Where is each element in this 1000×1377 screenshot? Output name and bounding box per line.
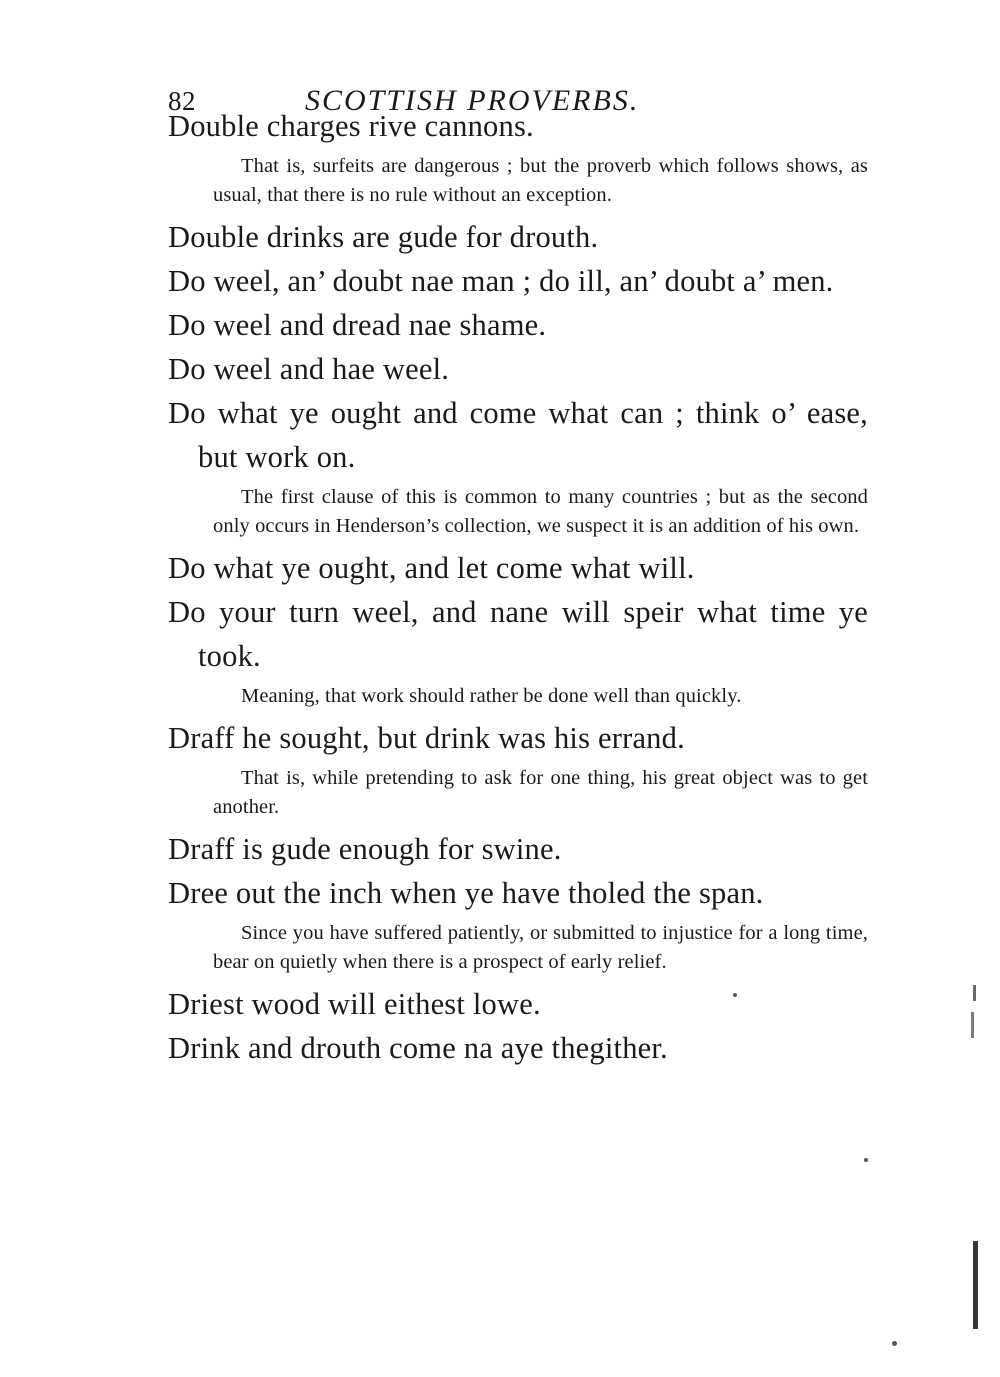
proverb-text: Double drinks are gude for drouth. (168, 220, 599, 254)
running-title: SCOTTISH PROVERBS. (305, 84, 640, 117)
proverb-text: Do your turn weel, and nane will speir what time ye took. (168, 595, 868, 673)
proverb-text: Drink and drouth come na aye thegither. (168, 1031, 668, 1065)
proverb-text: Draff he sought, but drink was his errand. (168, 721, 685, 755)
proverb-text: Draff is gude enough for swine. (168, 832, 562, 866)
proverb-entry (168, 982, 868, 1026)
proverb-text: Do what ye ought and come what can ; think o’ ease, but work on. (168, 396, 868, 474)
scan-gutter-bar (973, 1241, 978, 1329)
proverb-note: Meaning, that work should rather be done well than quickly. (241, 685, 742, 707)
scan-margin-mark (971, 1012, 974, 1038)
proverb-note: The first clause of this is common to many countries ; but as the second only occurs in Henderson’s collection, we suspect it is an addition of his own. (213, 486, 868, 537)
scan-speck (892, 1341, 897, 1346)
proverb-text: Do weel and hae weel. (168, 352, 450, 386)
proverb-entry (168, 104, 868, 210)
proverb-entry (168, 303, 868, 347)
proverb-text: Double charges rive cannons. (168, 109, 534, 143)
proverb-text: Do weel, an’ doubt nae man ; do ill, an’ doubt a’ men. (168, 264, 834, 298)
proverb-text: Driest wood will eithest lowe. (168, 987, 541, 1021)
proverb-note: That is, surfeits are dangerous ; but the proverb which follows shows, as usual, that there is no rule without an exception. (213, 155, 868, 206)
proverb-entry (168, 1026, 868, 1070)
scan-margin-mark (973, 985, 976, 1001)
proverb-text: Do what ye ought, and let come what will. (168, 551, 695, 585)
page-header (0, 42, 1000, 117)
proverb-entry (168, 546, 868, 590)
proverb-text: Do weel and dread nae shame. (168, 308, 547, 342)
proverb-note: That is, while pretending to ask for one thing, his great object was to get another. (213, 767, 868, 818)
proverb-entry (168, 347, 868, 391)
proverb-entry (168, 871, 868, 977)
scan-speck (864, 1158, 868, 1162)
proverb-note: Since you have suffered patiently, or submitted to injustice for a long time, bear on quietly when there is a prospect of early relief. (213, 922, 868, 973)
proverb-entry (168, 259, 868, 303)
page-body (168, 104, 868, 1070)
proverb-entry (168, 215, 868, 259)
proverb-text: Dree out the inch when ye have tholed the span. (168, 876, 764, 910)
proverb-entry (168, 590, 868, 711)
proverb-entry (168, 827, 868, 871)
proverb-entry (168, 391, 868, 541)
scan-speck (733, 993, 737, 997)
proverb-entry (168, 716, 868, 822)
page-number: 82 (168, 86, 196, 116)
